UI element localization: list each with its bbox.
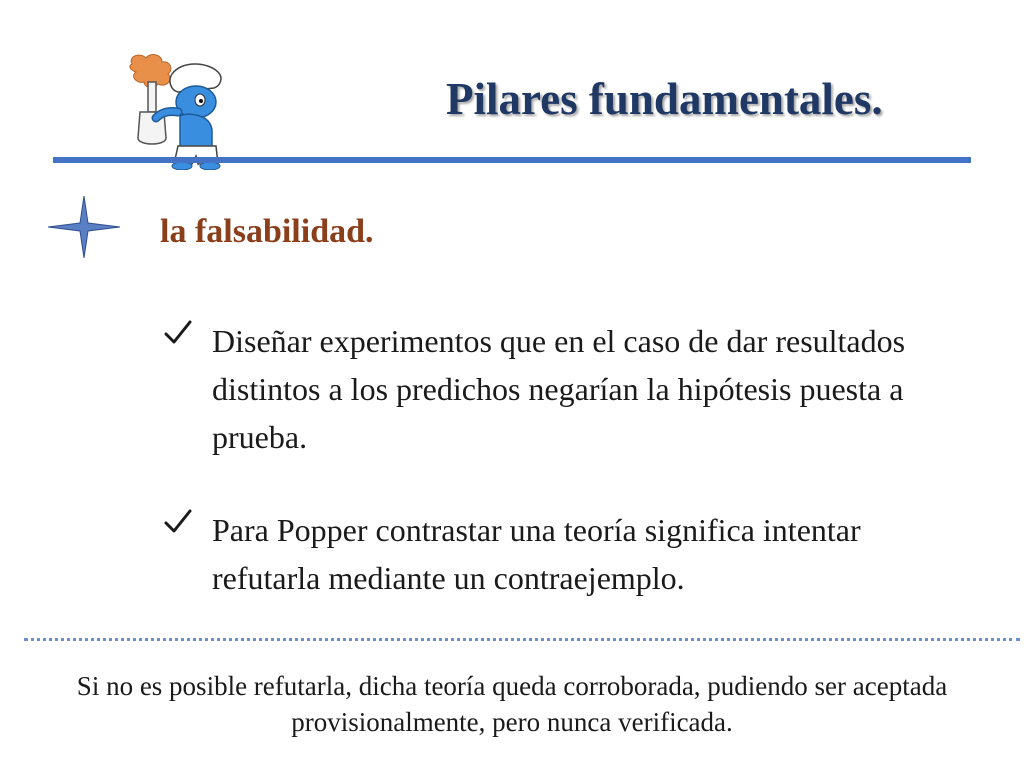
footer-note: Si no es posible refutarla, dicha teoría queda corroborada, pudiendo ser aceptada provisionalmente, pero nunca verificada. bbox=[76, 671, 948, 737]
checkmark-icon bbox=[162, 506, 194, 538]
four-point-star-icon bbox=[48, 196, 120, 258]
title-underline bbox=[53, 157, 971, 163]
slide-title: Pilares fundamentales. bbox=[446, 74, 883, 124]
checkmark-icon bbox=[162, 317, 194, 349]
bullet-text: Para Popper contrastar una teoría significa intentar refutarla mediante un contraejemplo. bbox=[212, 512, 861, 596]
smurf-scientist-illustration bbox=[126, 52, 238, 170]
section-subtitle: la falsabilidad. bbox=[160, 213, 374, 250]
bullet-text: Diseñar experimentos que en el caso de dar resultados distintos a los predichos negarían la hipótesis puesta a prueba. bbox=[212, 323, 906, 455]
dotted-divider bbox=[24, 638, 1020, 641]
